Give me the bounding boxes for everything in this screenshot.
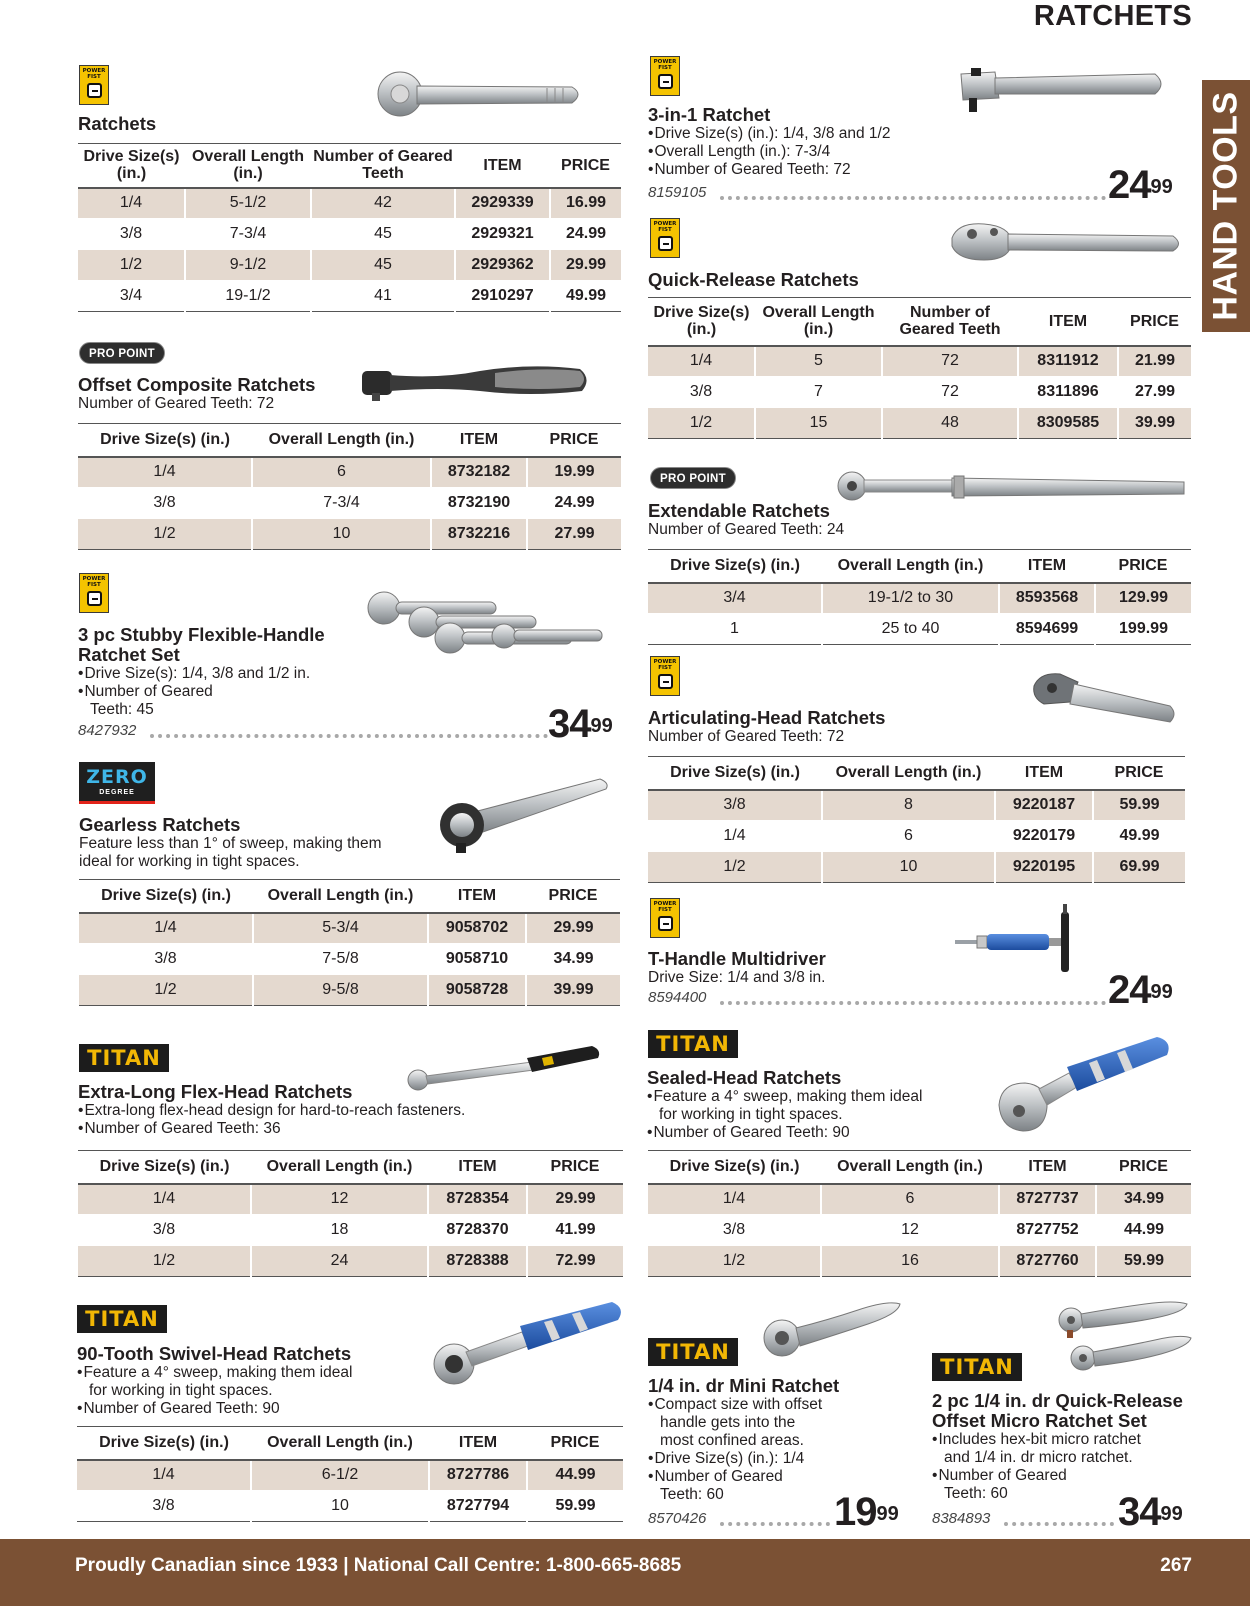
product-title: 90-Tooth Swivel-Head Ratchets	[77, 1343, 352, 1364]
table-row: 1/4 6 9220179 49.99	[648, 821, 1185, 852]
bullet: • Drive Size(s) (in.): 1/4	[648, 1450, 839, 1468]
bullet: • Extra-long flex-head design for hard-to-reach fasteners.	[78, 1102, 465, 1120]
col-header: ITEM	[455, 144, 550, 188]
col-header: Overall Length (in.)	[253, 880, 428, 913]
fist-icon	[87, 591, 102, 606]
bullet: • Includes hex-bit micro ratchet	[932, 1431, 1183, 1449]
power-fist-logo: POWER FIST	[650, 56, 680, 96]
bullet-continuation: Teeth: 60	[944, 1485, 1008, 1502]
bullet: • Feature a 4° sweep, making them ideal	[77, 1364, 352, 1382]
power-fist-logo: POWER FIST	[650, 218, 680, 258]
micro-ratchet-set-image	[1055, 1300, 1195, 1380]
product-title: 1/4 in. dr Mini Ratchet	[648, 1375, 840, 1396]
table-row: 1/2 24 8728388 72.99	[78, 1246, 623, 1277]
col-header: Drive Size(s) (in.)	[78, 424, 252, 457]
stubby-section	[78, 625, 325, 719]
price: $34^{99}$	[548, 702, 613, 746]
power-fist-logo: POWER FIST	[650, 656, 680, 696]
bullet: • Number of Geared Teeth: 90	[647, 1124, 922, 1142]
bullet-continuation: for working in tight spaces.	[89, 1382, 273, 1399]
product-title: Extra-Long Flex-Head Ratchets	[78, 1081, 353, 1102]
col-header: Number of Geared Teeth	[311, 144, 455, 188]
sku-number: 8570426	[648, 1510, 707, 1527]
product-title: 3 pc Stubby Flexible-Handle	[78, 624, 325, 645]
table-row: 3/8 7-3/4 45 2929321 24.99	[78, 219, 621, 250]
product-title: Quick-Release Ratchets	[648, 269, 859, 290]
bullet-continuation: most confined areas.	[660, 1432, 804, 1449]
sku-row	[78, 722, 548, 742]
product-title: Offset Composite Ratchets	[78, 374, 316, 395]
col-header: PRICE	[526, 880, 620, 913]
extendable-ratchet-image	[834, 468, 1192, 508]
col-header: Overall Length (in.)	[822, 757, 995, 790]
col-header: Drive Size(s) (in.)	[78, 144, 185, 188]
col-header: Drive Size(s) (in.)	[648, 757, 822, 790]
table-row: 3/8 10 8727794 59.99	[77, 1491, 623, 1522]
page-number: 267	[1160, 1555, 1192, 1576]
col-header: ITEM	[999, 550, 1095, 583]
extralong-table	[78, 1150, 623, 1277]
sku-number: 8427932	[78, 722, 137, 739]
extralong-section	[78, 1082, 465, 1138]
page-title: RATCHETS	[1033, 0, 1192, 32]
bullet: • Feature a 4° sweep, making them ideal	[647, 1088, 922, 1106]
col-header: Overall Length (in.)	[822, 550, 999, 583]
t-handle-multidriver-image	[955, 902, 1090, 982]
swivel-table	[77, 1426, 623, 1522]
product-desc: Number of Geared Teeth: 72	[648, 728, 845, 745]
bullet: • Drive Size(s) (in.): 1/4, 3/8 and 1/2	[648, 125, 890, 143]
leader-dots	[720, 1522, 830, 1526]
3-in-1-section	[648, 105, 890, 179]
product-desc: Drive Size: 1/4 and 3/8 in.	[648, 969, 826, 986]
gearless-table	[79, 879, 620, 1006]
col-header: Drive Size(s) (in.)	[77, 1427, 251, 1460]
leader-dots	[150, 734, 548, 738]
col-header: PRICE	[550, 144, 621, 188]
pro-point-logo: PRO POINT	[79, 342, 165, 364]
articulating-table	[648, 756, 1185, 883]
col-header: PRICE	[1095, 550, 1191, 583]
leader-dots	[720, 196, 1106, 200]
ratchets-section	[78, 114, 156, 134]
offset-table	[78, 423, 621, 550]
fist-icon	[87, 83, 102, 98]
titan-logo: TITAN	[77, 1305, 167, 1333]
col-header: ITEM	[429, 1427, 527, 1460]
col-header: Drive Size(s) (in.)	[648, 550, 822, 583]
product-desc: Number of Geared Teeth: 24	[648, 521, 845, 538]
sealed-section	[647, 1068, 922, 1142]
fist-icon	[658, 674, 673, 689]
table-row: 1/2 9-5/8 9058728 39.99	[79, 975, 620, 1006]
bullet: • Number of Geared Teeth: 90	[77, 1400, 352, 1418]
offset-ratchet-image	[360, 365, 595, 410]
col-header: PRICE	[1096, 1151, 1191, 1184]
table-row: 3/4 19-1/2 41 2910297 49.99	[78, 281, 621, 312]
t-handle-section	[648, 949, 826, 987]
articulating-ratchet-image	[1030, 668, 1180, 738]
product-title-line2: Offset Micro Ratchet Set	[932, 1410, 1147, 1431]
col-header: Number of Geared Teeth	[882, 298, 1018, 346]
col-header: ITEM	[995, 757, 1093, 790]
col-header: PRICE	[527, 1427, 623, 1460]
mini-ratchet-section	[648, 1376, 839, 1504]
table-row: 3/8 7 72 8311896 27.99	[648, 377, 1191, 408]
gearless-ratchet-image	[430, 775, 615, 865]
fist-icon	[658, 236, 673, 251]
titan-logo: TITAN	[648, 1338, 738, 1366]
sku-row	[648, 184, 1106, 204]
table-row: 1/2 9-1/2 45 2929362 29.99	[78, 250, 621, 281]
extendable-section	[648, 501, 844, 539]
ratchets-table	[78, 143, 621, 312]
product-title: T-Handle Multidriver	[648, 948, 826, 969]
price: $24^{99}$	[1108, 163, 1173, 207]
bullet: • Number of Geared	[78, 683, 325, 701]
footer-bar	[0, 1539, 1250, 1606]
col-header: Overall Length (in.)	[185, 144, 311, 188]
bullet: • Number of Geared Teeth: 72	[648, 161, 890, 179]
table-row: 1/2 10 8732216 27.99	[78, 519, 621, 550]
price: $19^{99}$	[834, 1490, 899, 1534]
product-desc: ideal for working in tight spaces.	[79, 853, 300, 870]
bullet-continuation: and 1/4 in. dr micro ratchet.	[944, 1449, 1133, 1466]
col-header: Overall Length (in.)	[252, 424, 431, 457]
power-fist-logo: POWER FIST	[650, 898, 680, 938]
bullet: • Compact size with offset	[648, 1396, 839, 1414]
sealed-head-ratchet-image	[995, 1035, 1175, 1145]
leader-dots	[1004, 1522, 1114, 1526]
bullet: • Number of Geared Teeth: 36	[78, 1120, 465, 1138]
product-title-line2: Ratchet Set	[78, 644, 180, 665]
product-title: Extendable Ratchets	[648, 500, 830, 521]
sku-row	[648, 1510, 830, 1530]
table-row: 3/8 7-3/4 8732190 24.99	[78, 488, 621, 519]
sealed-table	[648, 1150, 1191, 1277]
price: $34^{99}$	[1118, 1490, 1183, 1534]
3-in-1-ratchet-image	[955, 62, 1170, 120]
bullet-continuation: handle gets into the	[660, 1414, 796, 1431]
table-row: 3/8 18 8728370 41.99	[78, 1215, 623, 1246]
gearless-section	[79, 815, 382, 871]
micro-ratchet-section	[932, 1391, 1183, 1503]
stubby-ratchet-set-image	[362, 590, 607, 660]
bullet: • Number of Geared	[648, 1468, 839, 1486]
leader-dots	[720, 1001, 1106, 1005]
product-title: Ratchets	[78, 113, 157, 134]
power-fist-logo: POWER FIST	[79, 65, 109, 105]
bullet-continuation: Teeth: 60	[660, 1486, 724, 1503]
col-header: Drive Size(s) (in.)	[648, 298, 755, 346]
table-row: 1/2 16 8727760 59.99	[648, 1246, 1191, 1277]
col-header: Drive Size(s) (in.)	[648, 1151, 821, 1184]
col-header: Overall Length (in.)	[251, 1427, 429, 1460]
table-row: 3/8 8 9220187 59.99	[648, 790, 1185, 821]
product-title: 3-in-1 Ratchet	[648, 104, 771, 125]
table-row: 1/4 6-1/2 8727786 44.99	[77, 1460, 623, 1491]
titan-logo: TITAN	[932, 1353, 1022, 1381]
side-section-tab	[1202, 80, 1250, 332]
col-header: ITEM	[428, 1151, 527, 1184]
col-header: PRICE	[527, 1151, 623, 1184]
table-row: 1/4 6 8732182 19.99	[78, 457, 621, 488]
extendable-table	[648, 549, 1191, 645]
titan-logo: TITAN	[79, 1044, 169, 1072]
price: $24^{99}$	[1108, 968, 1173, 1012]
col-header: ITEM	[431, 424, 527, 457]
product-title: Articulating-Head Ratchets	[648, 707, 886, 728]
footer-text: Proudly Canadian since 1933 | National Call Centre: 1-800-665-8685	[75, 1555, 682, 1576]
product-title: 2 pc 1/4 in. dr Quick-Release	[932, 1390, 1183, 1411]
col-header: PRICE	[527, 424, 621, 457]
sku-number: 8384893	[932, 1510, 991, 1527]
table-row: 1/4 12 8728354 29.99	[78, 1184, 623, 1215]
product-desc: Number of Geared Teeth: 72	[78, 395, 275, 412]
sku-row	[932, 1510, 1114, 1530]
col-header: Overall Length (in.)	[251, 1151, 428, 1184]
product-desc: Feature less than 1° of sweep, making them	[79, 835, 382, 852]
table-row: 1/4 6 8727737 34.99	[648, 1184, 1191, 1215]
quick-release-section	[648, 270, 859, 290]
product-title: Gearless Ratchets	[79, 814, 241, 835]
articulating-section	[648, 708, 885, 746]
power-fist-logo: POWER FIST	[79, 573, 109, 613]
col-header: ITEM	[428, 880, 526, 913]
table-row: 1 25 to 40 8594699 199.99	[648, 614, 1191, 645]
table-row: 1/4 5-3/4 9058702 29.99	[79, 913, 620, 944]
table-row: 3/8 12 8727752 44.99	[648, 1215, 1191, 1246]
bullet: • Number of Geared	[932, 1467, 1183, 1485]
fist-icon	[658, 916, 673, 931]
col-header: ITEM	[1018, 298, 1118, 346]
sku-number: 8159105	[648, 184, 707, 201]
side-tab-label: HAND TOOLS	[1206, 91, 1245, 321]
pro-point-logo: PRO POINT	[650, 467, 736, 489]
offset-section	[78, 375, 315, 413]
table-row: 3/8 7-5/8 9058710 34.99	[79, 944, 620, 975]
col-header: Overall Length (in.)	[821, 1151, 999, 1184]
table-row: 1/2 15 48 8309585 39.99	[648, 408, 1191, 439]
zero-degree-logo: ZERO DEGREE	[79, 762, 155, 804]
swivel-section	[77, 1344, 352, 1418]
bullet-continuation: for working in tight spaces.	[659, 1106, 843, 1123]
quick-release-ratchet-image	[948, 218, 1188, 268]
table-row: 3/4 19-1/2 to 30 8593568 129.99	[648, 583, 1191, 614]
sku-number: 8594400	[648, 989, 707, 1006]
col-header: Drive Size(s) (in.)	[78, 1151, 251, 1184]
product-title: Sealed-Head Ratchets	[647, 1067, 842, 1088]
fist-icon	[658, 74, 673, 89]
mini-ratchet-image	[758, 1300, 903, 1365]
bullet: • Overall Length (in.): 7-3/4	[648, 143, 890, 161]
titan-logo: TITAN	[648, 1030, 738, 1058]
col-header: PRICE	[1093, 757, 1185, 790]
table-row: 1/4 5-1/2 42 2929339 16.99	[78, 188, 621, 219]
col-header: Drive Size(s) (in.)	[79, 880, 253, 913]
quick-release-table	[648, 297, 1191, 439]
ratchet-image	[372, 70, 587, 120]
bullet-continuation: Teeth: 45	[90, 701, 154, 718]
col-header: Overall Length (in.)	[755, 298, 882, 346]
bullet: • Drive Size(s): 1/4, 3/8 and 1/2 in.	[78, 665, 325, 683]
table-row: 1/4 5 72 8311912 21.99	[648, 346, 1191, 377]
swivel-head-ratchet-image	[432, 1302, 627, 1394]
col-header: PRICE	[1118, 298, 1191, 346]
table-row: 1/2 10 9220195 69.99	[648, 852, 1185, 883]
sku-row	[648, 989, 1106, 1009]
col-header: ITEM	[999, 1151, 1096, 1184]
